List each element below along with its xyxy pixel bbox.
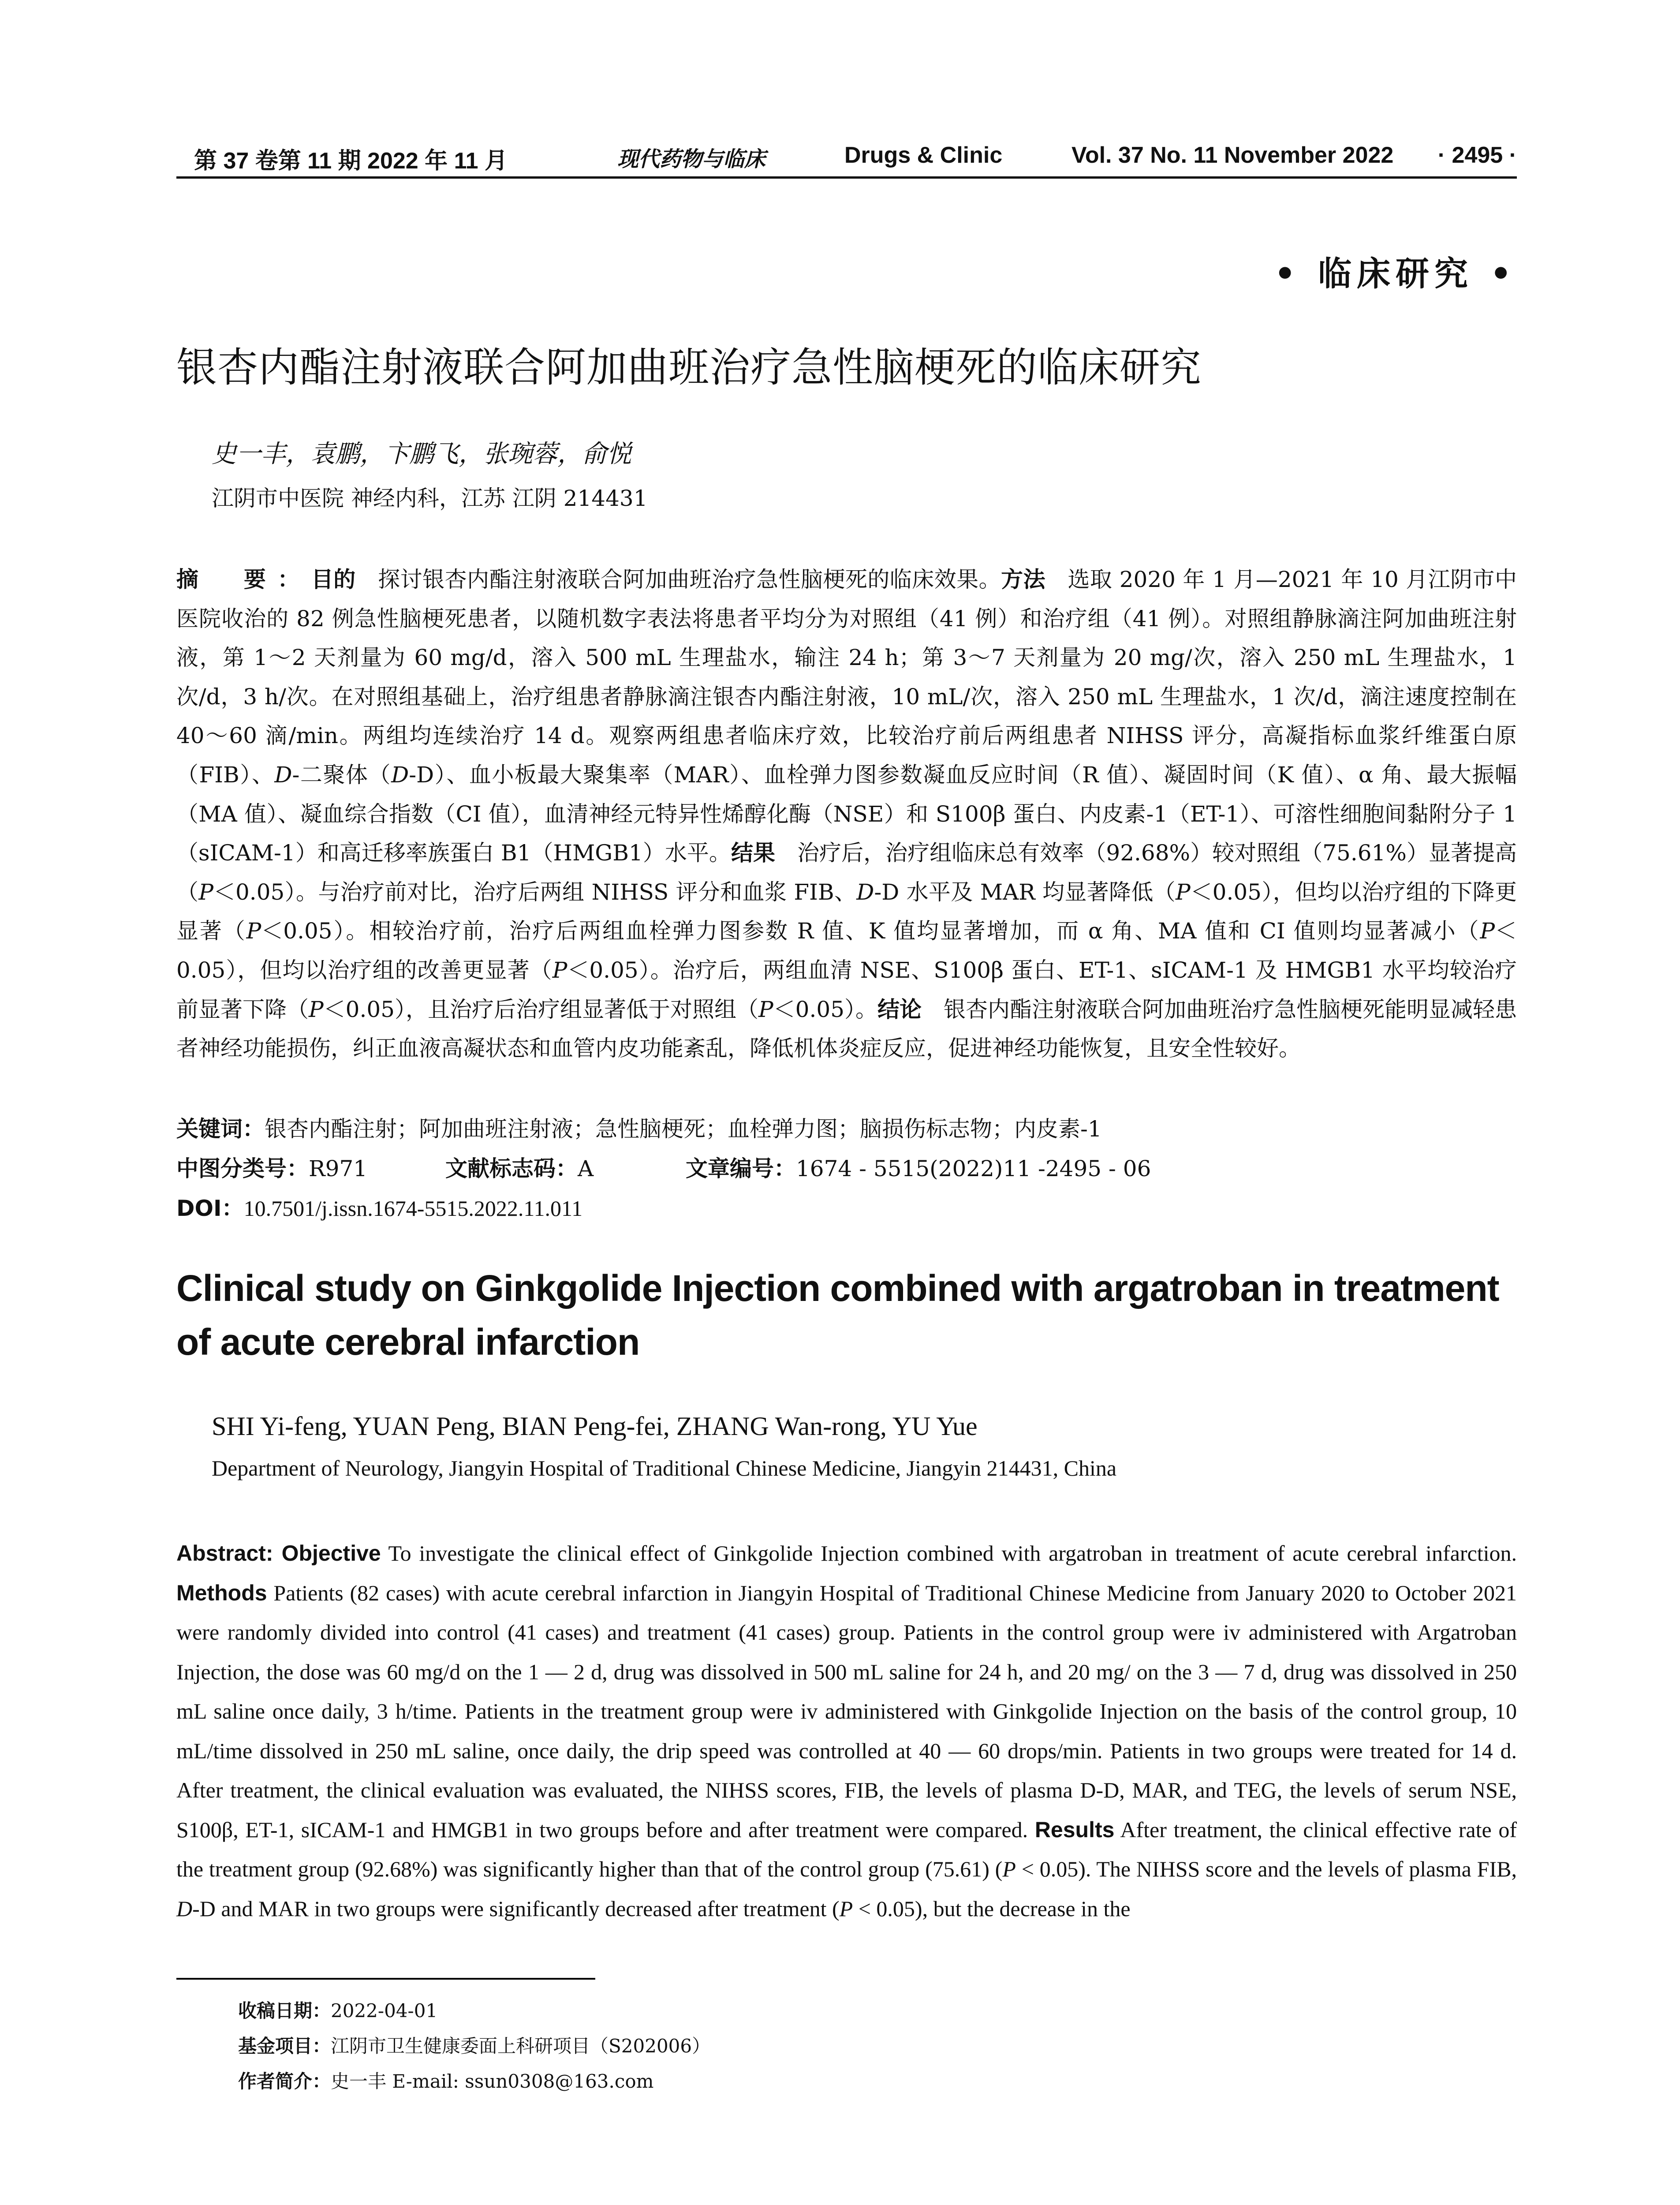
p-value-symbol: P bbox=[758, 996, 773, 1022]
footnotes bbox=[238, 1993, 710, 2099]
section-label: • 临床研究 • bbox=[1274, 254, 1517, 293]
p-value-symbol: P bbox=[246, 918, 261, 944]
keywords-value: 银杏内酯注射；阿加曲班注射液；急性脑梗死；血栓弹力图；脑损伤标志物；内皮素-1 bbox=[265, 1116, 1102, 1142]
affiliation-en: Department of Neurology, Jiangyin Hospital of Traditional Chinese Medicine, Jiangyin 214431, China bbox=[212, 1456, 1117, 1480]
article-number-label: 文章编号： bbox=[686, 1156, 796, 1181]
article-title-cn: 银杏内酯注射液联合阿加曲班治疗急性脑梗死的临床研究 bbox=[176, 344, 1202, 391]
objective-text-cn: 探讨银杏内酯注射液联合阿加曲班治疗急性脑梗死的临床效果。 bbox=[355, 567, 1001, 592]
italic-d: D bbox=[856, 879, 874, 905]
authors-cn: 史一丰，袁鹏，卞鹏飞，张琬蓉，俞悦 bbox=[212, 440, 631, 468]
header-divider bbox=[176, 176, 1517, 179]
abstract-label-en: Abstract: Objective bbox=[176, 1541, 381, 1566]
objective-text-en: To investigate the clinical effect of Ginkgolide Injection combined with argatroban in treatment of acute cerebral infarction. bbox=[381, 1541, 1517, 1566]
methods-label-cn: 方法 bbox=[1001, 567, 1046, 592]
author-intro-value: 史一丰 E-mail: ssun0308@163.com bbox=[331, 2070, 654, 2092]
italic-d: D bbox=[391, 762, 409, 788]
affiliation-cn: 江阴市中医院 神经内科，江苏 江阴 214431 bbox=[212, 486, 648, 511]
p-value-symbol: P bbox=[1002, 1857, 1016, 1881]
journal-name-en: Drugs & Clinic bbox=[844, 142, 1003, 168]
results-text-cn: 治疗后，治疗组临床总有效率（92.68%）较对照组（75.61%）显著提高（ bbox=[176, 840, 1517, 905]
doi-row bbox=[176, 1191, 582, 1222]
p-value-symbol: P bbox=[839, 1896, 853, 1921]
keywords-label: 关键词： bbox=[176, 1116, 265, 1142]
classification-row bbox=[176, 1151, 1151, 1183]
footnote-divider bbox=[176, 1978, 595, 1980]
abstract-cn: 摘 要：目的 探讨银杏内酯注射液联合阿加曲班治疗急性脑梗死的临床效果。方法 选取 2020 年 1 月—2021 年 10 月江阴市中医院收治的 82 例急性脑梗死患者，以随机数字表法将患者平均分为对照组（41 例）和治疗组（41 例）。对照组静脉滴注阿加曲班注射液，第 1～2 天剂量为 60 mg/d，溶入 500 mL 生理盐水，输注 24 h；第 3～7 天剂量为 20 mg/次，溶入 250 mL 生理盐水，1 次/d，3 h/次。在对照组基础上，治疗组患者静脉滴注银杏内酯注射液，10 mL/次，溶入 250 mL 生理盐水，1 次/d，滴注速度控制在 40～60 滴/min。两组均连续治疗 14 d。观察两组患者临床疗效，比较治疗前后两组患者 NIHSS 评分，高凝指标血浆纤维蛋白原（FIB）、D-二聚体（D-D）、血小板最大聚集率（MAR）、血栓弹力图参数凝血反应时间（R 值）、凝固时间（K 值）、α 角、最大振幅（MA 值）、凝血综合指数（CI 值），血清神经元特异性烯醇化酶（NSE）和 S100β 蛋白、内皮素-1（ET-1）、可溶性细胞间黏附分子 1（sICAM-1）和高迁移率族蛋白 B1（HMGB1）水平。结果 治疗后，治疗组临床总有效率（92.68%）较对照组（75.61%）显著提高（P＜0.05）。与治疗前对比，治疗后两组 NIHSS 评分和血浆 FIB、D-D 水平及 MAR 均显著降低（P＜0.05），但均以治疗组的下降更显著（P＜0.05）。相较治疗前，治疗后两组血栓弹力图参数 R 值、K 值均显著增加，而 α 角、MA 值和 CI 值则均显著减小（P＜0.05），但均以治疗组的改善更显著（P＜0.05）。治疗后，两组血清 NSE、S100β 蛋白、ET-1、sICAM-1 及 HMGB1 水平均较治疗前显著下降（P＜0.05），且治疗后治疗组显著低于对照组（P＜0.05）。结论 银杏内酯注射液联合阿加曲班治疗急性脑梗死能明显减轻患者神经功能损伤，纠正血液高凝状态和血管内皮功能紊乱，降低机体炎症反应，促进神经功能恢复，且安全性较好。 bbox=[176, 567, 1517, 1061]
authors-en: SHI Yi-feng, YUAN Peng, BIAN Peng-fei, ZHANG Wan-rong, YU Yue bbox=[212, 1412, 978, 1441]
journal-name-cn: 现代药物与临床 bbox=[617, 147, 766, 172]
results-text-en: After treatment, the clinical effective rate of the treatment group (92.68%) was significantly higher than that of the control group (75.61) ( bbox=[176, 1817, 1517, 1881]
conclusion-label-cn: 结论 bbox=[877, 996, 922, 1022]
article-title-en: Clinical study on Ginkgolide Injection combined with argatroban in treatment of acute cerebral infarction bbox=[176, 1267, 1499, 1363]
methods-text-cn: 选取 2020 年 1 月—2021 年 10 月江阴市中医院收治的 82 例急性脑梗死患者，以随机数字表法将患者平均分为对照组（41 例）和治疗组（41 例）。对照组静脉滴注阿加曲班注射液，第 1～2 天剂量为 60 mg/d，溶入 500 mL 生理盐水，输注 24 h；第 3～7 天剂量为 20 mg/次，溶入 250 mL 生理盐水，1 次/d，3 h/次。在对照组基础上，治疗组患者静脉滴注银杏内酯注射液，10 mL/次，溶入 250 mL 生理盐水，1 次/d，滴注速度控制在 40～60 滴/min。两组均连续治疗 14 d。观察两组患者临床疗效，比较治疗前后两组患者 NIHSS 评分，高凝指标血浆纤维蛋白原（FIB）、 bbox=[176, 567, 1517, 788]
page-number: · 2495 · bbox=[1437, 142, 1517, 168]
author-note bbox=[238, 2064, 710, 2099]
doi-value[interactable]: 10.7501/j.issn.1674-5515.2022.11.011 bbox=[243, 1196, 583, 1221]
fund-label: 基金项目： bbox=[238, 2035, 331, 2057]
p-value-symbol: P bbox=[1176, 879, 1191, 905]
italic-d: D bbox=[176, 1896, 193, 1921]
abstract-label-cn: 摘 要： bbox=[176, 567, 311, 592]
received-value: 2022-04-01 bbox=[331, 2000, 438, 2022]
doc-code-value: A bbox=[578, 1156, 594, 1181]
received-label: 收稿日期： bbox=[238, 2000, 331, 2022]
volume-info: Vol. 37 No. 11 November 2022 bbox=[1071, 142, 1394, 168]
p-value-symbol: P bbox=[309, 996, 324, 1022]
doc-code-label: 文献标志码： bbox=[445, 1156, 578, 1181]
clc-value: R971 bbox=[309, 1156, 368, 1181]
conclusion-text-cn: 银杏内酯注射液联合阿加曲班治疗急性脑梗死能明显减轻患者神经功能损伤，纠正血液高凝状态和血管内皮功能紊乱，降低机体炎症反应，促进神经功能恢复，且安全性较好。 bbox=[176, 996, 1517, 1061]
methods-label-en: Methods bbox=[176, 1580, 267, 1605]
issue-info: 第 37 卷第 11 期 2022 年 11 月 bbox=[194, 148, 508, 174]
results-label-en: Results bbox=[1034, 1817, 1115, 1842]
fund-note bbox=[238, 2029, 710, 2064]
clc-label: 中图分类号： bbox=[176, 1156, 309, 1181]
author-intro-label: 作者简介： bbox=[238, 2070, 331, 2092]
keywords-cn bbox=[176, 1111, 1102, 1143]
methods-text-en: Patients (82 cases) with acute cerebral infarction in Jiangyin Hospital of Traditional Chinese Medicine from January 2020 to October 2021 were randomly divided into control (41 cases) and treatment (41 cases) group. Patients in the control group were iv administered with Argatroban Injection, the dose was 60 mg/d on the 1 — 2 d, drug was dissolved in 500 mL saline for 24 h, and 20 mg/ on the 3 — 7 d, drug was dissolved in 250 mL saline once daily, 3 h/time. Patients in the treatment group were iv administered with Ginkgolide Injection on the basis of the control group, 10 mL/time dissolved in 250 mL saline, once daily, the drip speed was controlled at 40 — 60 drops/min. Patients in two groups were treated for 14 d. After treatment, the clinical evaluation was evaluated, the NIHSS scores, FIB, the levels of plasma D-D, MAR, and TEG, the levels of serum NSE, S100β, ET-1, sICAM-1 and HMGB1 in two groups before and after treatment were compared. bbox=[176, 1580, 1517, 1842]
doi-label: DOI： bbox=[176, 1196, 244, 1221]
abstract-en: Abstract: Objective To investigate the clinical effect of Ginkgolide Injection combined with argatroban in treatment of acute cerebral infarction. Methods Patients (82 cases) with acute cerebral infarction in Jiangyin Hospital of Traditional Chinese Medicine from January 2020 to October 2021 were randomly divided into control (41 cases) and treatment (41 cases) group. Patients in the control group were iv administered with Argatroban Injection, the dose was 60 mg/d on the 1 — 2 d, drug was dissolved in 500 mL saline for 24 h, and 20 mg/ on the 3 — 7 d, drug was dissolved in 250 mL saline once daily, 3 h/time. Patients in the treatment group were iv administered with Ginkgolide Injection on the basis of the control group, 10 mL/time dissolved in 250 mL saline, once daily, the drip speed was controlled at 40 — 60 drops/min. Patients in two groups were treated for 14 d. After treatment, the clinical evaluation was evaluated, the NIHSS scores, FIB, the levels of plasma D-D, MAR, and TEG, the levels of serum NSE, S100β, ET-1, sICAM-1 and HMGB1 in two groups before and after treatment were compared. Results After treatment, the clinical effective rate of the treatment group (92.68%) was significantly higher than that of the control group (75.61) (P < 0.05). The NIHSS score and the levels of plasma FIB, D-D and MAR in two groups were significantly decreased after treatment (P < 0.05), but the decrease in the bbox=[176, 1541, 1517, 1921]
results-label-cn: 结果 bbox=[731, 840, 775, 866]
received-date-note bbox=[238, 1993, 710, 2029]
p-value-symbol: P bbox=[1480, 918, 1495, 944]
running-header bbox=[176, 140, 1517, 178]
objective-label-cn: 目的 bbox=[311, 567, 356, 592]
p-value-symbol: P bbox=[198, 879, 213, 905]
article-number-value: 1674 - 5515(2022)11 -2495 - 06 bbox=[796, 1156, 1151, 1181]
italic-d: D bbox=[274, 762, 292, 788]
fund-value: 江阴市卫生健康委面上科研项目（S202006） bbox=[331, 2035, 711, 2057]
p-value-symbol: P bbox=[552, 957, 567, 983]
